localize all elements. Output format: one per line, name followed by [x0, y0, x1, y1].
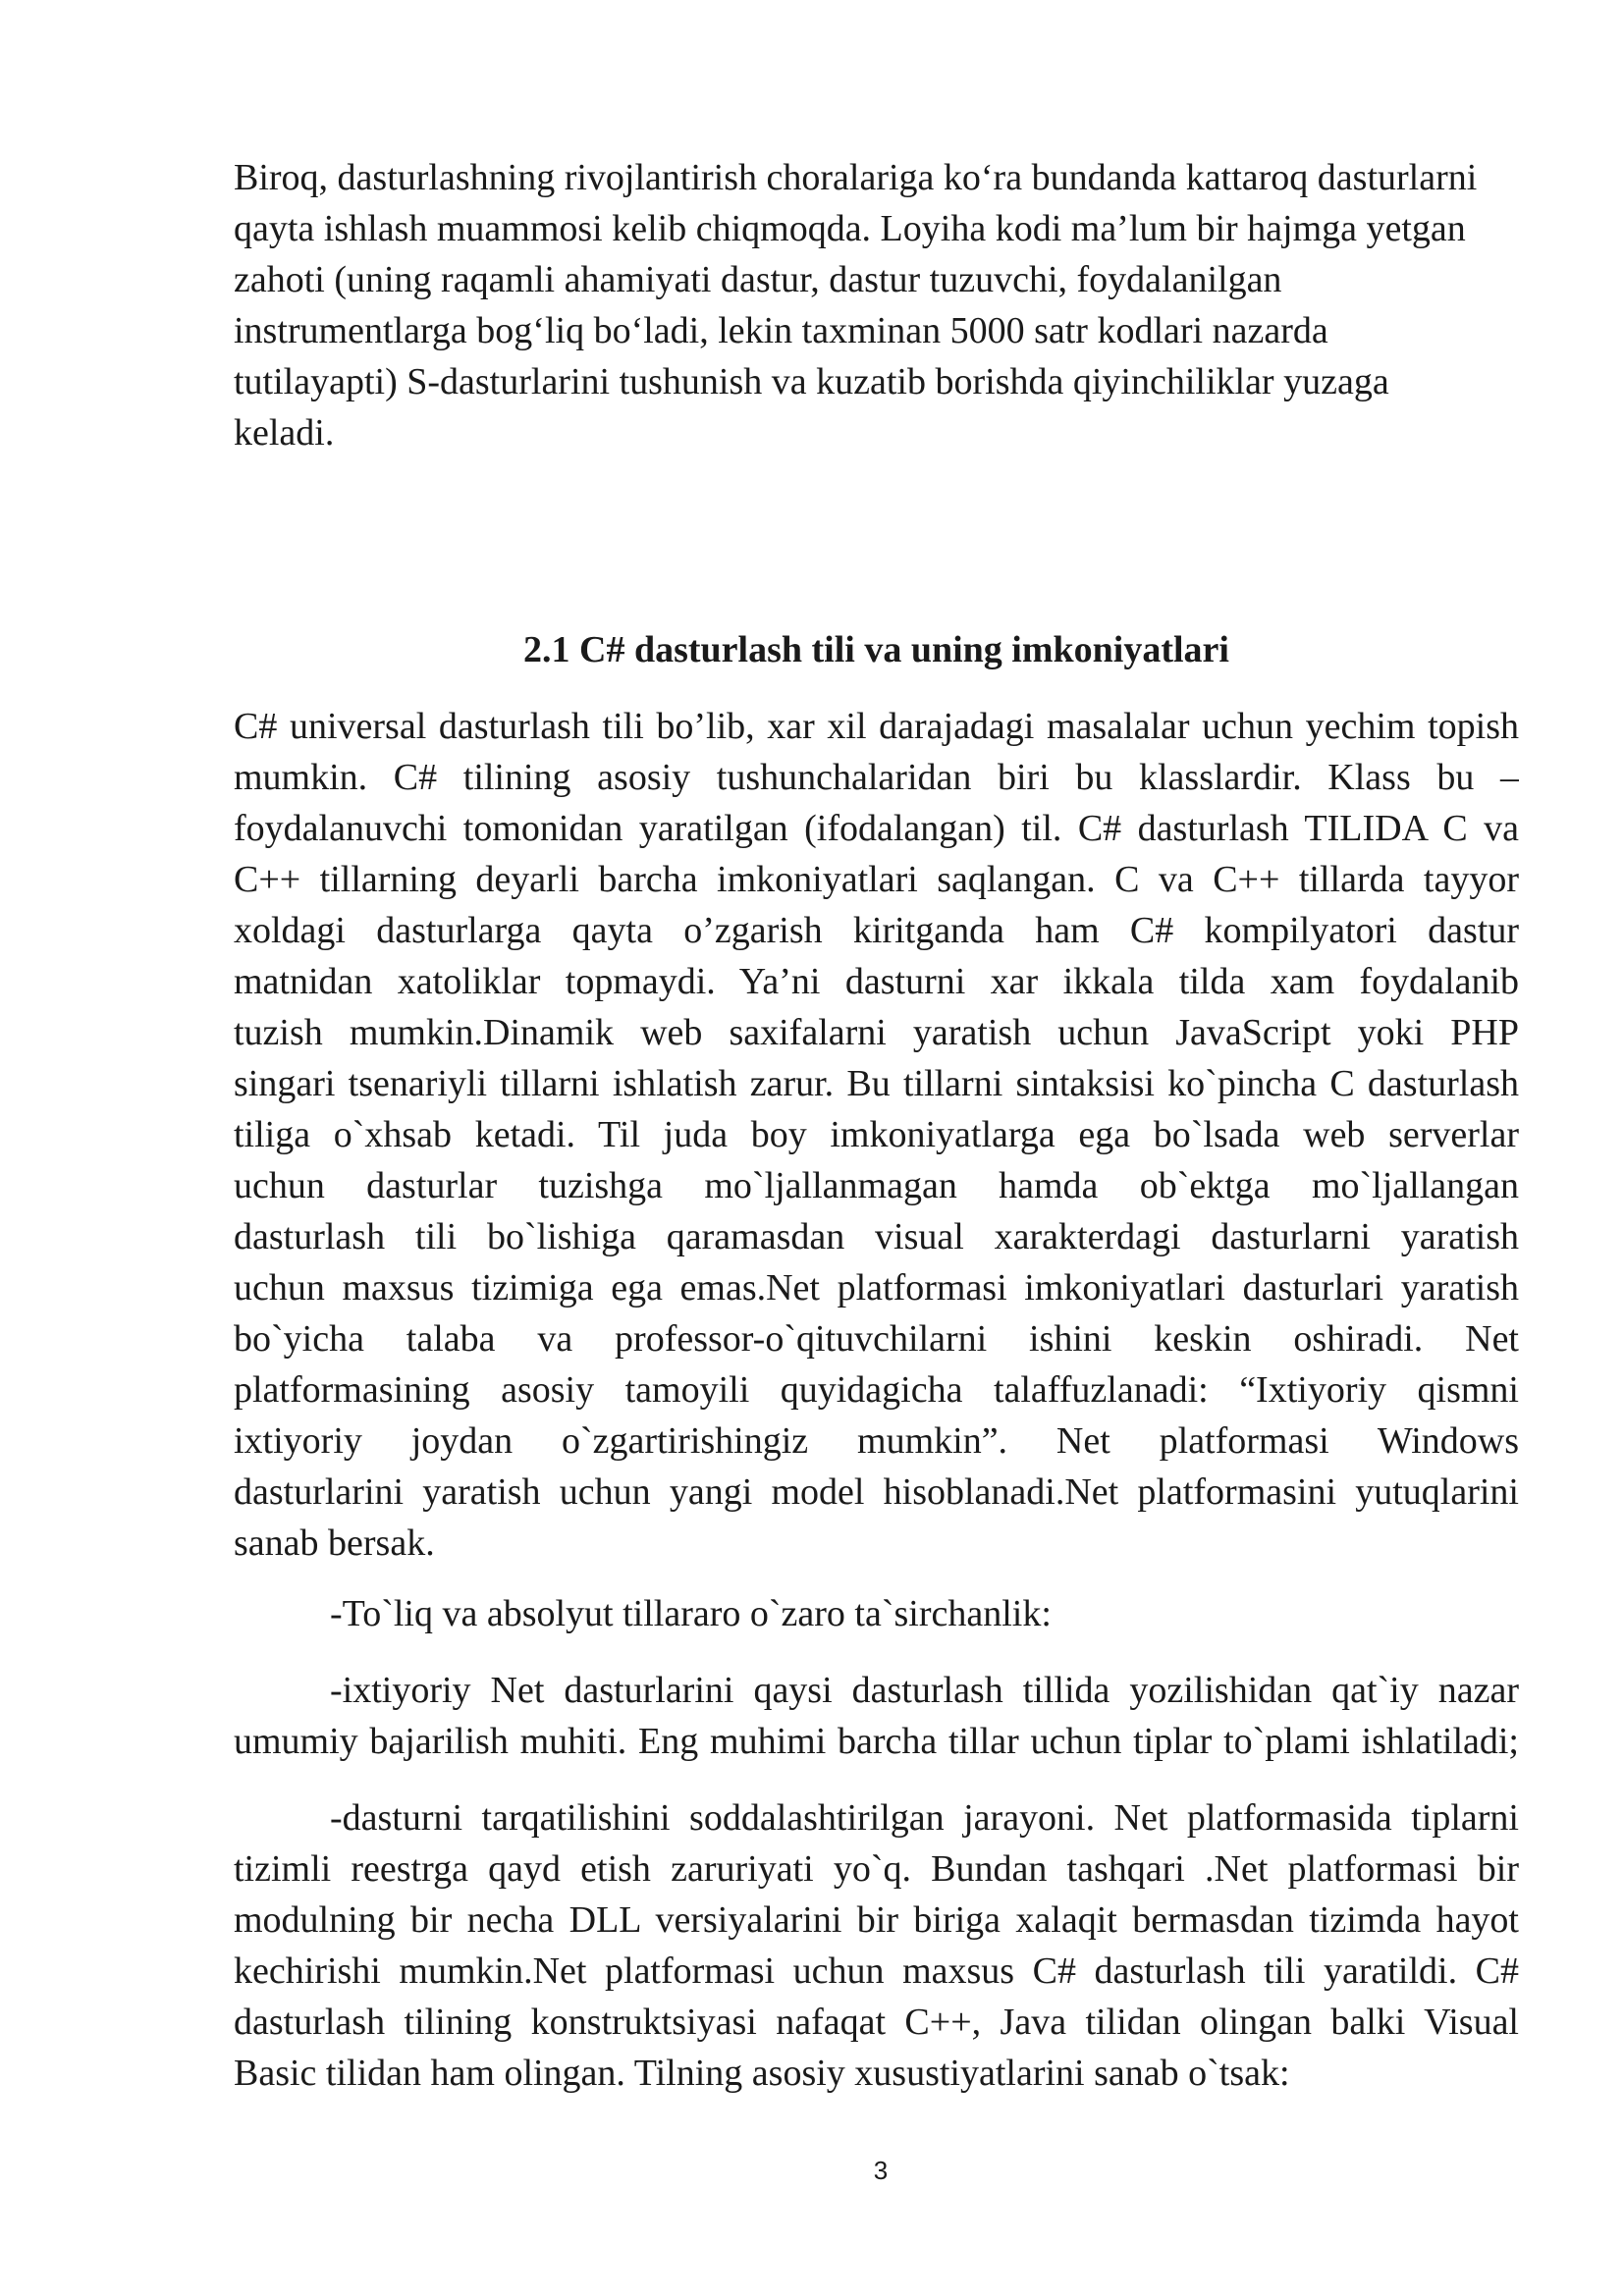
paragraph-line: dasturlash tili bo`lishiga qaramasdan visual xarakterdagi dasturlarni yaratish [234, 1216, 1519, 1257]
page-number: 3 [873, 2156, 889, 2185]
paragraph-line: C# universal dasturlash tili bo’lib, xar xil darajadagi masalalar uchun yechim topish [234, 706, 1519, 747]
paragraph-line: -ixtiyoriy Net dasturlarini qaysi dasturlash tillida yozilishidan qat`iy nazar [330, 1670, 1519, 1711]
paragraph-line: -dasturni tarqatilishini soddalashtirilgan jarayoni. Net platformasida tiplarni [330, 1797, 1519, 1839]
paragraph-line: umumiy bajarilish muhiti. Eng muhimi barcha tillar uchun tiplar to`plami ishlatiladi; [234, 1721, 1519, 1762]
paragraph-line: qayta ishlash muammosi kelib chiqmoqda. Loyiha kodi ma’lum bir hajmga yetgan [234, 208, 1466, 249]
paragraph-line: modulning bir necha DLL versiyalarini bir biriga xalaqit bermasdan tizimda hayot [234, 1899, 1519, 1941]
paragraph-line: tuzish mumkin.Dinamik web saxifalarni yaratish uchun JavaScript yoki PHP [234, 1012, 1519, 1053]
paragraph-line: zahoti (uning raqamli ahamiyati dastur, dastur tuzuvchi, foydalanilgan [234, 259, 1282, 300]
paragraph-line: bo`yicha talaba va professor-o`qituvchilarni ishini keskin oshiradi. Net [234, 1318, 1519, 1360]
paragraph-line: tutilayapti) S-dasturlarini tushunish va kuzatib borishda qiyinchiliklar yuzaga [234, 361, 1389, 402]
paragraph-line: dasturlash tilining konstruktsiyasi nafaqat C++, Java tilidan olingan balki Visual [234, 2002, 1519, 2043]
paragraph-line: Biroq, dasturlashning rivojlantirish choralariga ko‘ra bundanda kattaroq dasturlarni [234, 157, 1478, 198]
list-intro: -To`liq va absolyut tillararo o`zaro ta`sirchanlik: [330, 1593, 1052, 1634]
paragraph-line: kechirishi mumkin.Net platformasi uchun maxsus C# dasturlash tili yaratildi. C# [234, 1950, 1519, 1992]
paragraph-line: uchun maxsus tizimiga ega emas.Net platformasi imkoniyatlari dasturlari yaratish [234, 1267, 1519, 1308]
paragraph-line: foydalanuvchi tomonidan yaratilgan (ifodalangan) til. C# dasturlash TILIDA C va [234, 808, 1519, 849]
paragraph-line: xoldagi dasturlarga qayta o’zgarish kiritganda ham C# kompilyatori dastur [234, 910, 1519, 951]
paragraph-line: mumkin. C# tilining asosiy tushunchalaridan biri bu klasslardir. Klass bu – [234, 757, 1519, 798]
paragraph-line: uchun dasturlar tuzishga mo`ljallanmagan hamda ob`ektga mo`ljallangan [234, 1165, 1519, 1206]
paragraph-line: C++ tillarning deyarli barcha imkoniyatlari saqlangan. C va C++ tillarda tayyor [234, 859, 1519, 900]
paragraph-line: tiliga o`xhsab ketadi. Til juda boy imkoniyatlarga ega bo`lsada web serverlar [234, 1114, 1519, 1155]
paragraph-line: matnidan xatoliklar topmaydi. Ya’ni dasturni xar ikkala tilda xam foydalanib [234, 961, 1519, 1002]
paragraph-line: singari tsenariyli tillarni ishlatish zarur. Bu tillarni sintaksisi ko`pincha C dasturlash [234, 1063, 1519, 1104]
paragraph-line: sanab bersak. [234, 1522, 435, 1564]
paragraph-line: platformasining asosiy tamoyili quyidagicha talaffuzlanadi: “Ixtiyoriy qismni [234, 1369, 1519, 1411]
paragraph-line: ixtiyoriy joydan o`zgartirishingiz mumkin”. Net platformasi Windows [234, 1420, 1519, 1462]
paragraph-line: keladi. [234, 412, 335, 454]
paragraph-line: Basic tilidan ham olingan. Tilning asosiy xusustiyatlarini sanab o`tsak: [234, 2053, 1290, 2094]
section-heading: 2.1 C# dasturlash tili va uning imkoniyatlari [523, 629, 1229, 670]
paragraph-line: tizimli reestrga qayd etish zaruriyati yo`q. Bundan tashqari .Net platformasi bir [234, 1848, 1519, 1890]
paragraph-line: dasturlarini yaratish uchun yangi model hisoblanadi.Net platformasini yutuqlarini [234, 1471, 1519, 1513]
paragraph-line: instrumentlarga bog‘liq bo‘ladi, lekin taxminan 5000 satr kodlari nazarda [234, 310, 1328, 351]
